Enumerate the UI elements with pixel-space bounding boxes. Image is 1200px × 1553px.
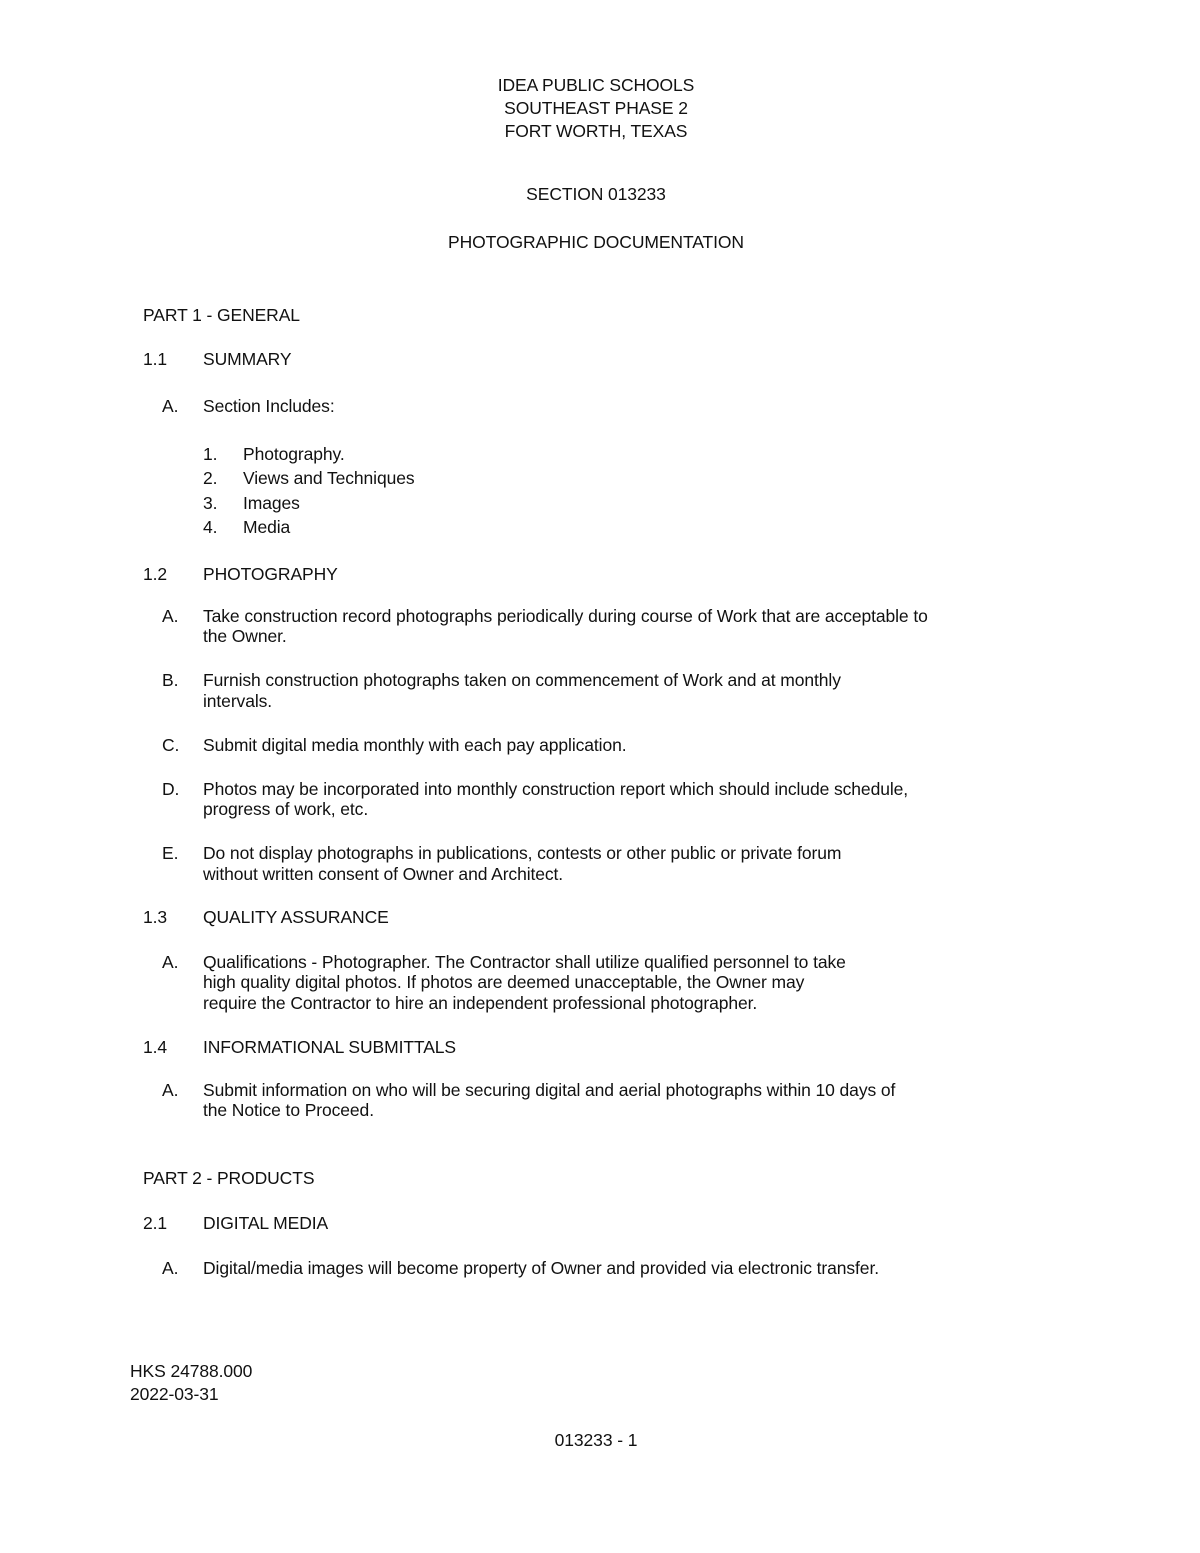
- part-1-heading: PART 1 - GENERAL: [143, 305, 300, 325]
- subitem-4-text: Media: [243, 517, 291, 537]
- paragraph-1-4-a-letter: A.: [162, 1080, 179, 1100]
- paragraph-1-2-c-letter: C.: [162, 735, 180, 755]
- paragraph-1-2-e-letter: E.: [162, 843, 179, 863]
- paragraph-1-4-a-line-1: Submit information on who will be securing digital and aerial photographs within 10 days of: [203, 1080, 896, 1100]
- section-title: PHOTOGRAPHIC DOCUMENTATION: [448, 232, 744, 252]
- footer-page-number: 013233 - 1: [554, 1430, 638, 1450]
- paragraph-1-2-a-letter: A.: [162, 606, 179, 626]
- article-1-3-title: QUALITY ASSURANCE: [203, 907, 389, 927]
- article-1-4-number: 1.4: [143, 1037, 168, 1057]
- paragraph-1-1-a-letter: A.: [162, 396, 179, 416]
- subitem-4-number: 4.: [203, 517, 218, 537]
- article-1-1-title: SUMMARY: [203, 349, 292, 369]
- subitem-2-number: 2.: [203, 468, 218, 488]
- paragraph-1-2-a-line-1: Take construction record photographs periodically during course of Work that are acceptable to: [203, 606, 928, 626]
- paragraph-1-2-d-letter: D.: [162, 779, 180, 799]
- paragraph-1-3-a-line-1: Qualifications - Photographer. The Contractor shall utilize qualified personnel to take: [203, 952, 846, 972]
- subitem-1-number: 1.: [203, 444, 218, 464]
- header-line-school: IDEA PUBLIC SCHOOLS: [497, 75, 695, 95]
- subitem-1-text: Photography.: [243, 444, 345, 464]
- paragraph-1-2-b-letter: B.: [162, 670, 179, 690]
- article-1-1-number: 1.1: [143, 349, 168, 369]
- subitem-3-text: Images: [243, 493, 300, 513]
- article-1-2-number: 1.2: [143, 564, 168, 584]
- paragraph-1-2-d-line-1: Photos may be incorporated into monthly construction report which should include schedule,: [203, 779, 909, 799]
- paragraph-1-3-a-letter: A.: [162, 952, 179, 972]
- article-2-1-number: 2.1: [143, 1213, 168, 1233]
- paragraph-1-2-c-line-1: Submit digital media monthly with each pay application.: [203, 735, 627, 755]
- part-2-heading: PART 2 - PRODUCTS: [143, 1168, 315, 1188]
- footer-date: 2022-03-31: [130, 1384, 219, 1404]
- article-1-3-number: 1.3: [143, 907, 168, 927]
- article-1-4-title: INFORMATIONAL SUBMITTALS: [203, 1037, 456, 1057]
- header-line-location: FORT WORTH, TEXAS: [504, 121, 688, 141]
- subitem-2-text: Views and Techniques: [243, 468, 415, 488]
- article-1-2-title: PHOTOGRAPHY: [203, 564, 338, 584]
- paragraph-1-2-b-line-2: intervals.: [203, 691, 273, 711]
- subitem-3-number: 3.: [203, 493, 218, 513]
- paragraph-1-2-e-line-2: without written consent of Owner and Architect.: [203, 864, 564, 884]
- paragraph-1-2-e-line-1: Do not display photographs in publications, contests or other public or private forum: [203, 843, 842, 863]
- paragraph-1-3-a-line-2: high quality digital photos. If photos are deemed unacceptable, the Owner may: [203, 972, 805, 992]
- header-line-phase: SOUTHEAST PHASE 2: [504, 98, 688, 118]
- paragraph-2-1-a-letter: A.: [162, 1258, 179, 1278]
- paragraph-1-1-a-text: Section Includes:: [203, 396, 335, 416]
- paragraph-2-1-a-line-1: Digital/media images will become property of Owner and provided via electronic transfer.: [203, 1258, 879, 1278]
- paragraph-1-2-d-line-2: progress of work, etc.: [203, 799, 369, 819]
- paragraph-1-2-a-line-2: the Owner.: [203, 626, 287, 646]
- paragraph-1-2-b-line-1: Furnish construction photographs taken on commencement of Work and at monthly: [203, 670, 841, 690]
- article-2-1-title: DIGITAL MEDIA: [203, 1213, 329, 1233]
- footer-project-number: HKS 24788.000: [130, 1361, 253, 1381]
- paragraph-1-4-a-line-2: the Notice to Proceed.: [203, 1100, 374, 1120]
- section-number: SECTION 013233: [526, 184, 666, 204]
- paragraph-1-3-a-line-3: require the Contractor to hire an independent professional photographer.: [203, 993, 758, 1013]
